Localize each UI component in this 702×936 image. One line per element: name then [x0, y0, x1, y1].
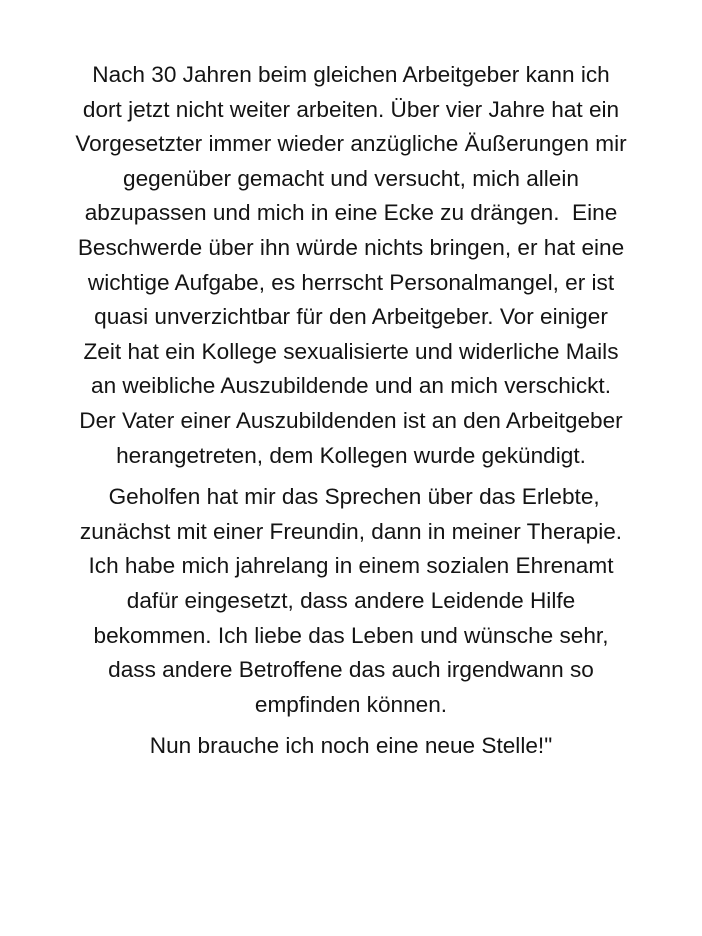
text-line: herangetreten, dem Kollegen wurde gekündigt. — [116, 442, 586, 468]
text-line: quasi unverzichtbar für den Arbeitgeber. Vor einiger — [94, 304, 608, 330]
text-line: Geholfen hat mir das Sprechen über das Erlebte, — [102, 484, 600, 510]
text-line: zunächst mit einer Freundin, dann in meiner Therapie. — [79, 518, 623, 544]
text-line: gegenüber gemacht und versucht, mich allein — [123, 165, 579, 191]
paragraph-workplace-harassment — [26, 58, 676, 473]
text-line: Nach 30 Jahren beim gleichen Arbeitgeber kann ich — [92, 62, 610, 87]
text-line: Zeit hat ein Kollege sexualisierte und widerliche Mails — [83, 338, 619, 364]
text-line: dass andere Betroffene das auch irgendwann so — [108, 657, 594, 683]
text-line: abzupassen und mich in eine Ecke zu drängen. Eine — [84, 200, 618, 226]
text-line: Ich habe mich jahrelang in einem sozialen Ehrenamt — [88, 553, 614, 579]
text-line: empfinden können. — [254, 691, 448, 717]
text-line: Nun brauche ich noch eine neue Stelle!" — [149, 733, 553, 759]
text-line: dort jetzt nicht weiter arbeiten. Über vier Jahre hat ein — [82, 96, 620, 122]
testimonial-text — [0, 58, 702, 764]
text-line: wichtige Aufgabe, es herrscht Personalmangel, er ist — [87, 269, 615, 295]
text-line: Der Vater einer Auszubildenden ist an den Arbeitgeber — [79, 407, 623, 433]
paragraph-coping — [26, 480, 676, 722]
text-line: an weibliche Auszubildende und an mich verschickt. — [91, 373, 611, 399]
text-line: Beschwerde über ihn würde nichts bringen, er hat eine — [77, 234, 625, 260]
text-line: Vorgesetzter immer wieder anzügliche Äußerungen mir — [75, 131, 627, 157]
text-line: bekommen. Ich liebe das Leben und wünsche sehr, — [93, 622, 609, 648]
text-line: dafür eingesetzt, dass andere Leidende Hilfe — [126, 587, 576, 613]
paragraph-closing — [26, 729, 676, 764]
